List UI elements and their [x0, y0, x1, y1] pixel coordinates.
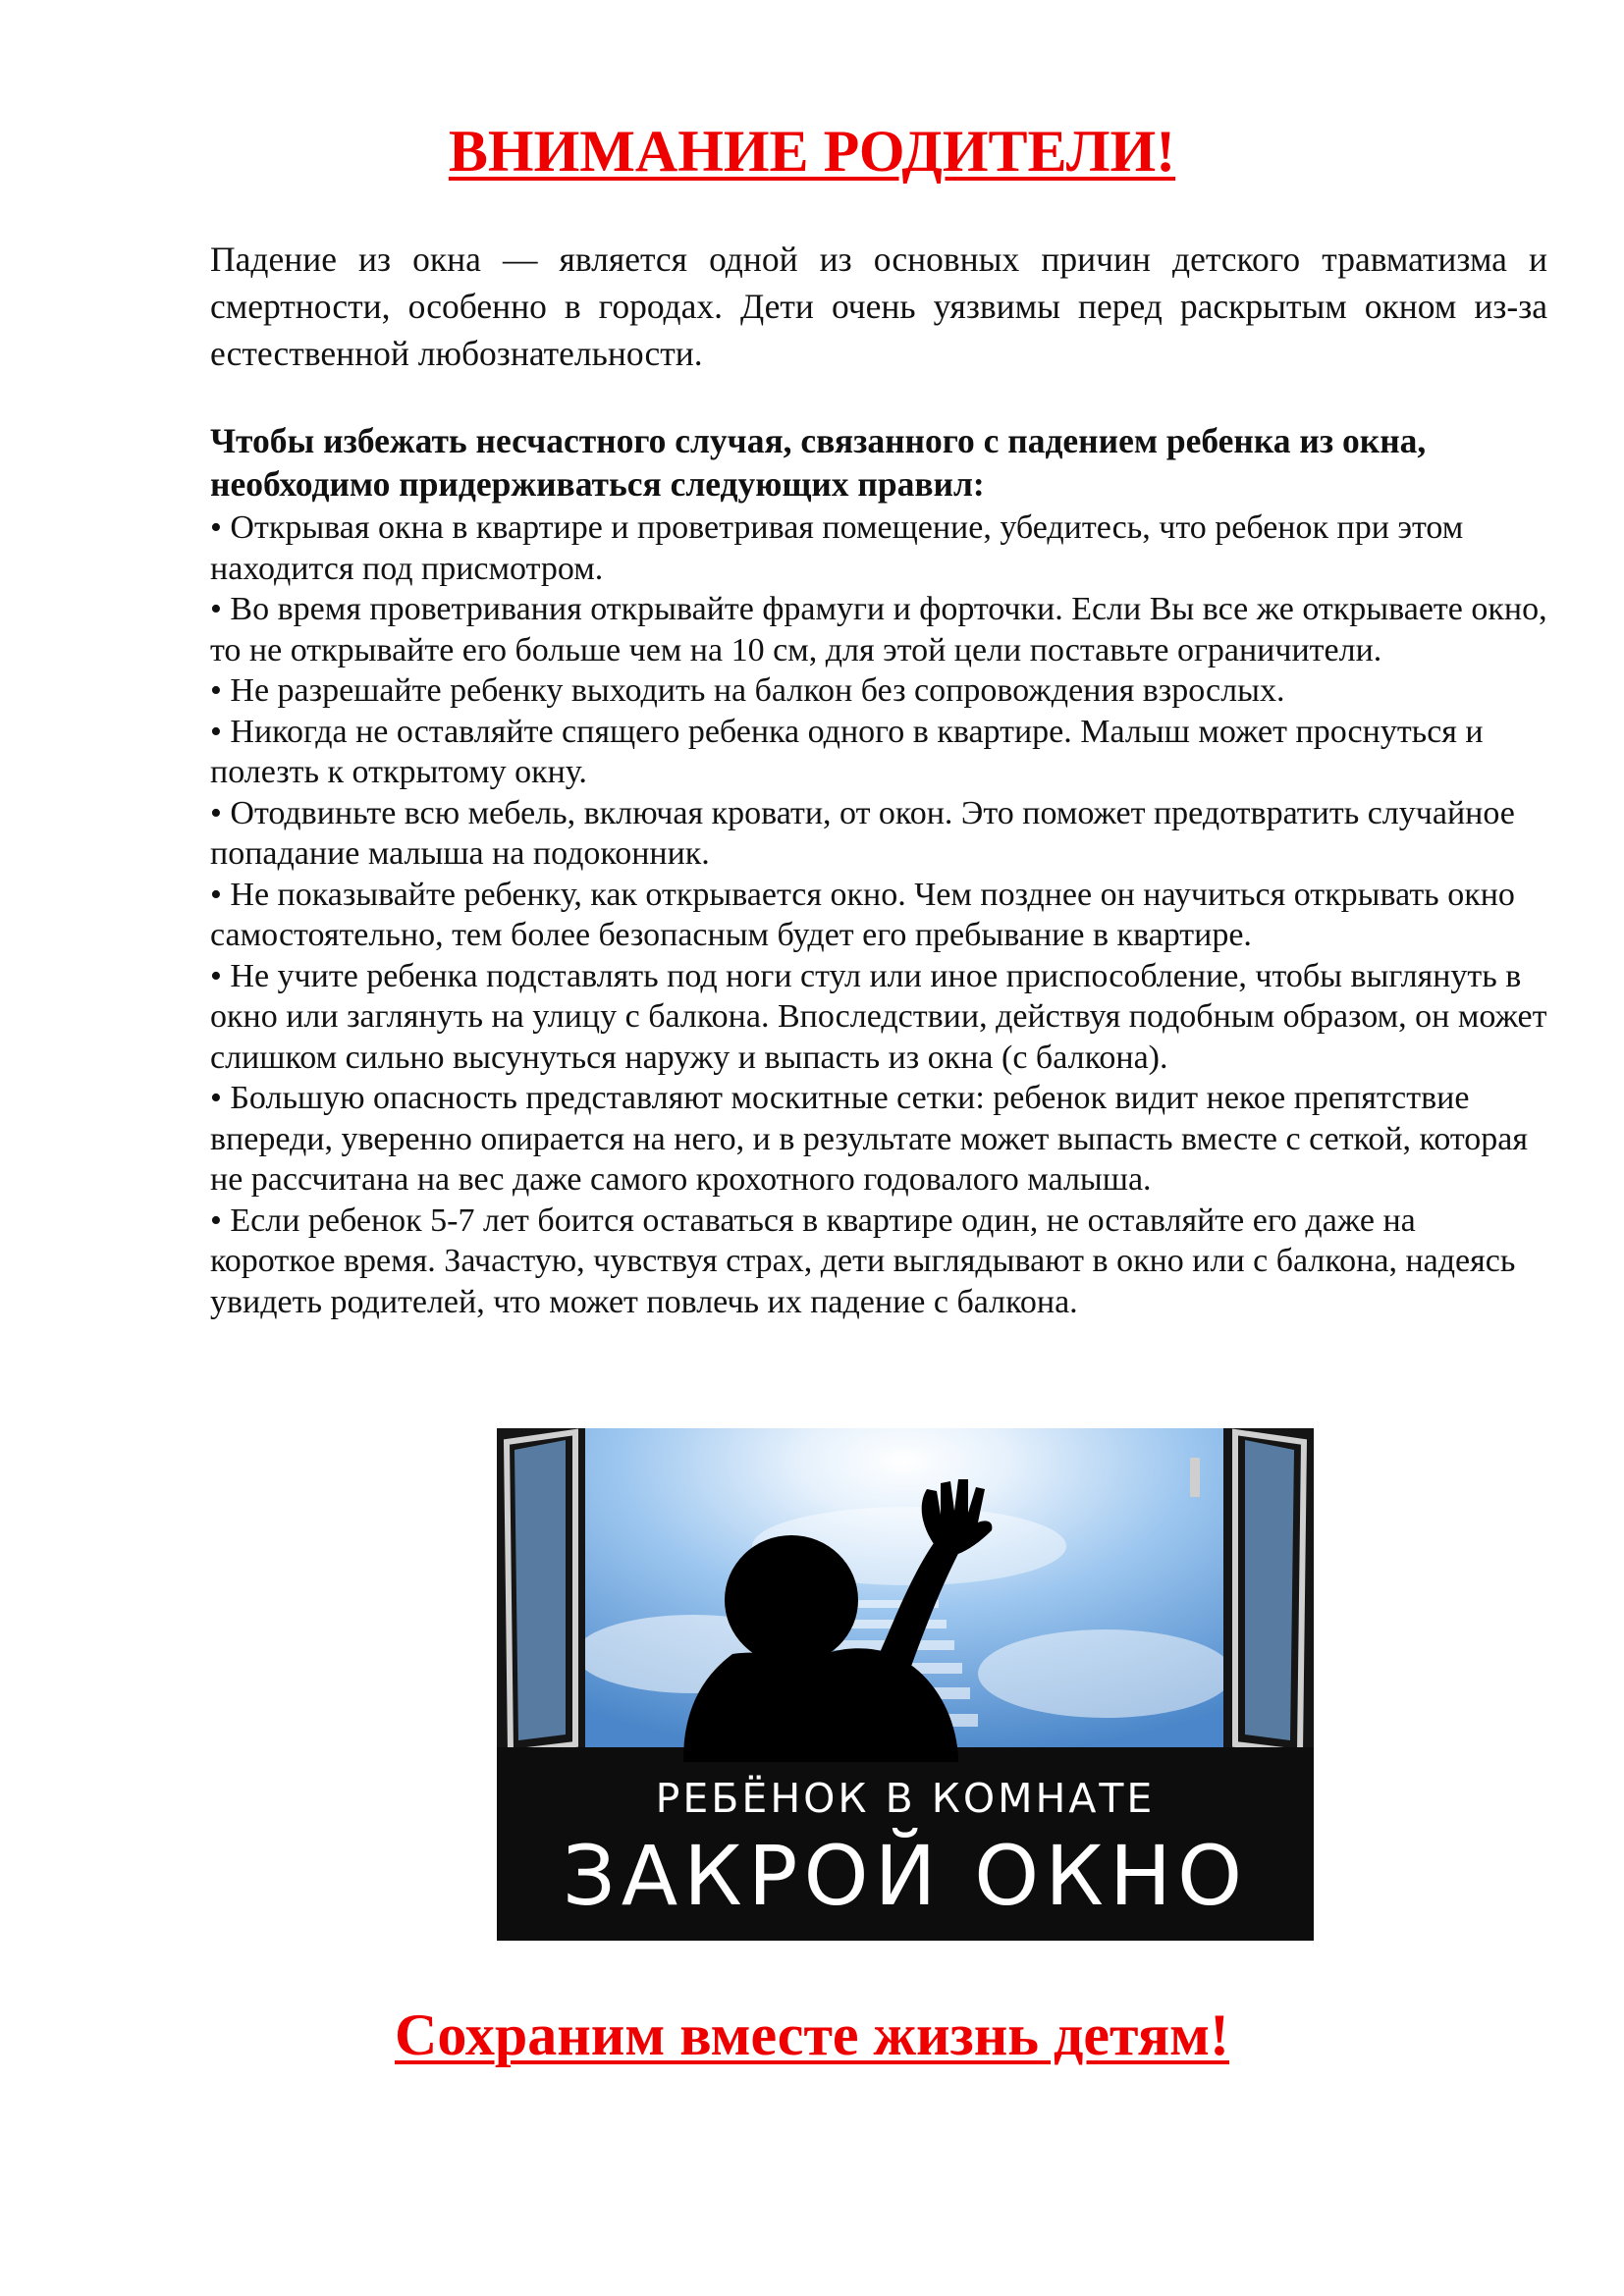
rule-item: • Открывая окна в квартире и проветривая помещение, убедитесь, что ребенок при этом находится под присмотром.: [210, 509, 1464, 587]
rule-item: • Большую опасность представляют москитные сетки: ребенок видит некое препятствие впереди, уверенно опирается на него, и в результате может выпасть вместе с сеткой, которая не рассчитана на вес даже самого крохотного годовалого малыша.: [210, 1080, 1529, 1198]
page-title: [0, 116, 1624, 187]
rules-section: [210, 419, 1547, 1322]
rule-item: • Не учите ребенка подставлять под ноги стул или иное приспособление, чтобы выглянуть в окно или заглянуть на улицу с балкона. Впоследствии, действуя подобным образом, он может слишком сильно высунуться наружу и выпасть из окна (с балкона).: [210, 957, 1547, 1076]
poster-image: [497, 1428, 1314, 1941]
rule-item: • Не показывайте ребенку, как открывается окно. Чем позднее он научиться открывать окно самостоятельно, тем более безопасным будет его пребывание в квартире.: [210, 876, 1515, 953]
footer-slogan: [0, 2000, 1624, 2070]
rule-item: • Отодвиньте всю мебель, включая кровати, от окон. Это поможет предотвратить случайное попадание малыша на подоконник.: [210, 794, 1515, 872]
page-title-text: ВНИМАНИЕ РОДИТЕЛИ!: [448, 119, 1176, 184]
footer-slogan-text: Сохраним вместе жизнь детям!: [394, 2002, 1230, 2067]
poster-caption-main: ЗАКРОЙ ОКНО: [562, 1828, 1249, 1924]
rules-heading: Чтобы избежать несчастного случая, связанного с падением ребенка из окна, необходимо придерживаться следующих правил:: [210, 421, 1427, 504]
rule-item: • Никогда не оставляйте спящего ребенка одного в квартире. Малыш может проснуться и полезть к открытому окну.: [210, 713, 1484, 790]
intro-paragraph: Падение из окна — является одной из основных причин детского травматизма и смертности, особенно в городах. Дети очень уязвимы перед раскрытым окном из-за естественной любознательности.: [210, 240, 1547, 373]
rule-item: • Во время проветривания открывайте фрамуги и форточки. Если Вы все же открываете окно, то не открывайте его больше чем на 10 см, для этой цели поставьте ограничители.: [210, 591, 1547, 668]
poster-caption-top: РЕБЁНОК В КОМНАТЕ: [655, 1775, 1156, 1822]
rule-item: • Не разрешайте ребенку выходить на балкон без сопровождения взрослых.: [210, 672, 1285, 709]
rule-item: • Если ребенок 5-7 лет боится оставаться в квартире один, не оставляйте его даже на короткое время. Зачастую, чувствуя страх, дети выглядывают в окно или с балкона, надеясь увидеть родителей, что может повлечь их падение с балкона.: [210, 1201, 1516, 1320]
